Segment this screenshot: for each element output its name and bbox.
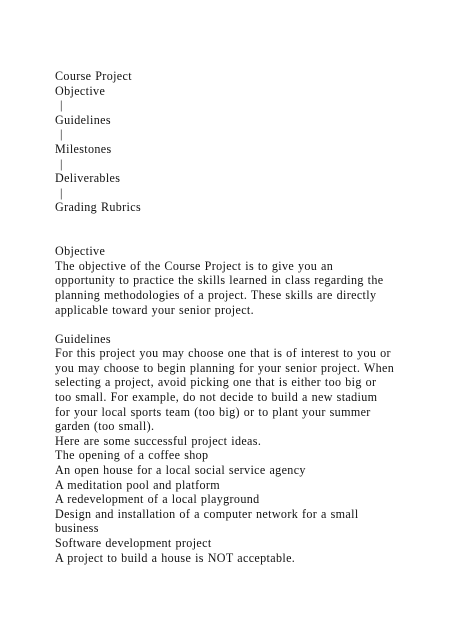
guidelines-text-line: for your local sports team (too big) or to plant your summer [55,404,371,419]
menu-item-guidelines: Guidelines [55,112,111,127]
menu-separator: | [60,185,63,200]
project-idea-item: Design and installation of a computer network for a small [55,506,359,521]
project-idea-item: business [55,521,99,536]
project-idea-item: A meditation pool and platform [55,477,220,492]
menu-item-grading-rubrics: Grading Rubrics [55,200,142,215]
guidelines-text-line: For this project you may choose one that is of interest to you or [55,346,391,361]
guidelines-text-line: you may choose to begin planning for your senior project. When [55,360,395,375]
project-idea-item: A redevelopment of a local playground [55,492,260,507]
objective-text-line: opportunity to practice the skills learned in class regarding the [55,273,384,288]
course-project-title: Course Project [55,69,132,83]
document-body [55,69,447,565]
guidelines-heading: Guidelines [55,331,111,346]
spacer [55,215,447,230]
guidelines-section [55,332,447,566]
menu-item-milestones: Milestones [55,141,112,156]
menu-separator: | [60,98,63,113]
objective-text-line: applicable toward your senior project. [55,302,254,317]
objective-text-line: The objective of the Course Project is to give you an [55,258,334,273]
project-idea-item: An open house for a local social service agency [55,463,306,478]
guidelines-text-line: Here are some successful project ideas. [55,433,262,448]
project-idea-item: The opening of a coffee shop [55,448,209,463]
spacer [55,317,447,332]
menu-item-deliverables: Deliverables [55,171,121,186]
guidelines-text-line: selecting a project, avoid picking one that is either too big or [55,375,377,390]
spacer [55,230,447,245]
project-idea-item: Software development project [55,536,212,550]
objective-heading: Objective [55,244,106,259]
guidelines-text-line: too small. For example, do not decide to build a new stadium [55,390,378,405]
menu-separator: | [60,156,63,171]
menu-item-objective: Objective [55,83,106,98]
course-project-menu [55,69,447,215]
guidelines-text-line: garden (too small). [55,419,155,434]
guidelines-note: A project to build a house is NOT acceptable. [55,550,296,565]
objective-text-line: planning methodologies of a project. These skills are directly [55,287,377,302]
objective-section [55,244,447,317]
menu-separator: | [60,127,63,142]
